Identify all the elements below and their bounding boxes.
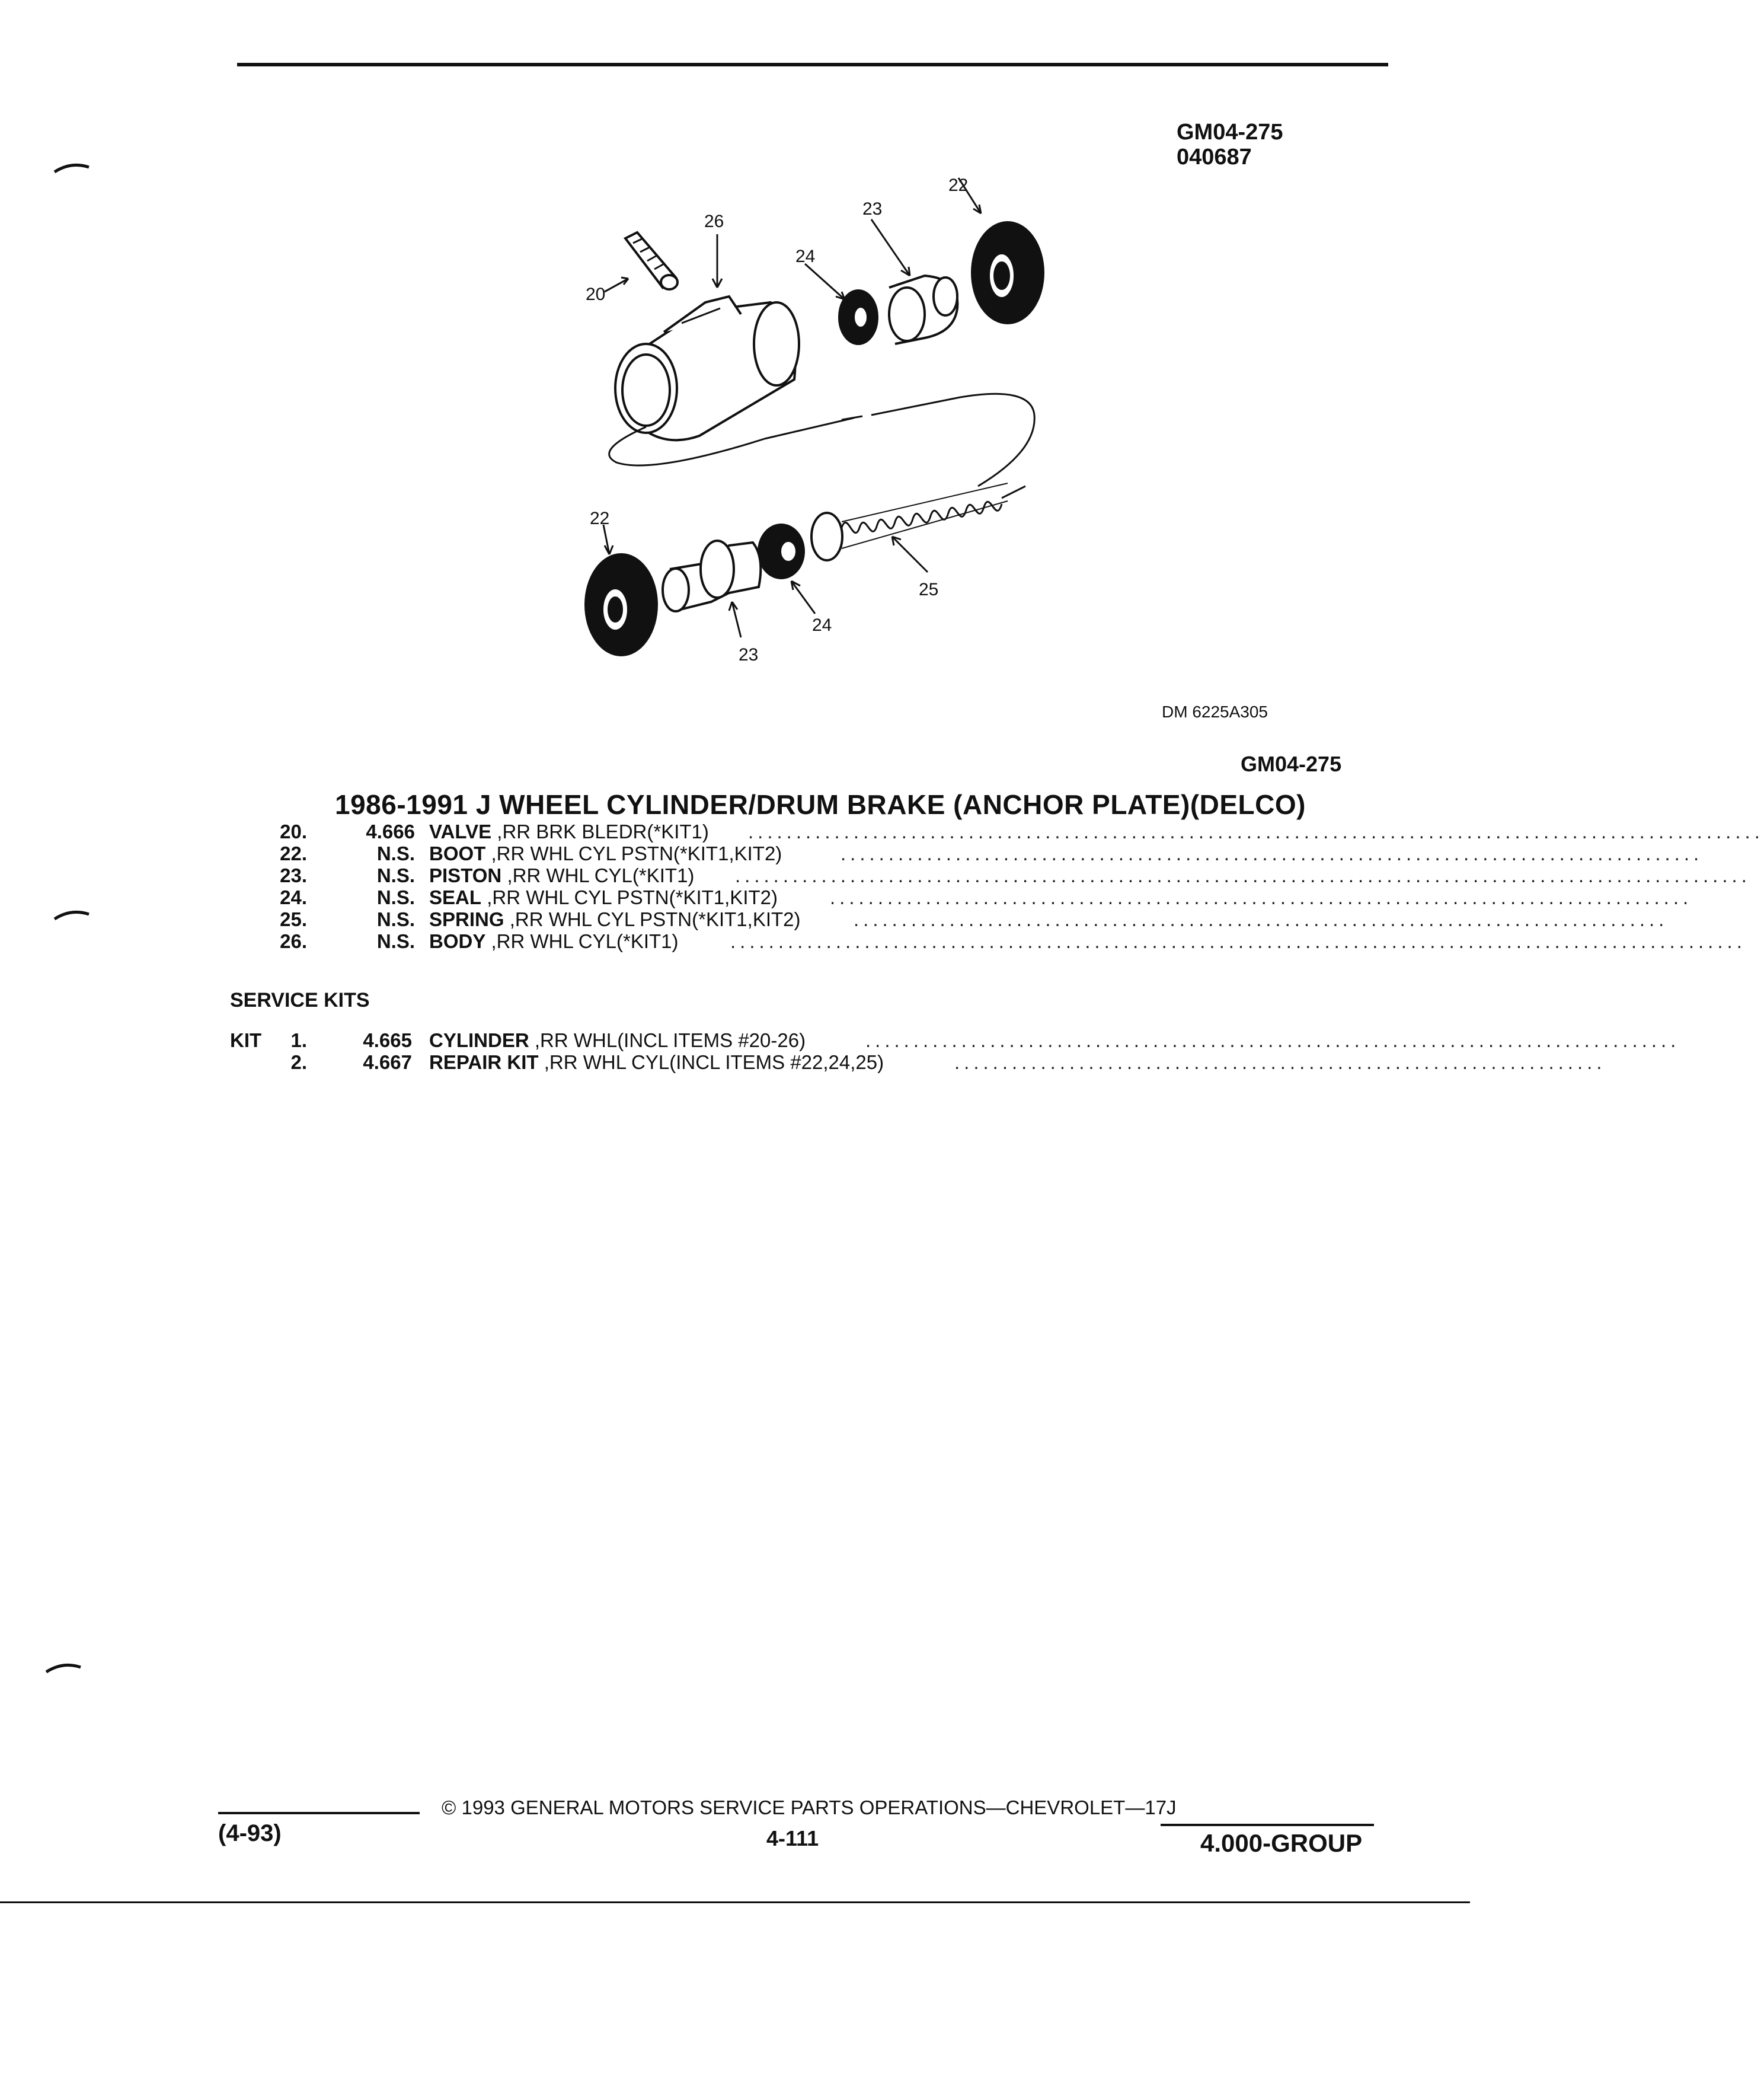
footer-rule-left [218,1812,420,1814]
part-description: SPRING ,RR WHL CYL PSTN(*KIT1,KIT2) [429,908,801,930]
part-number: N.S. [376,930,415,952]
kit-part-number: 4.665 [363,1029,412,1051]
callout-22-bottom: 22 [590,509,610,528]
boot-part-top [972,222,1043,323]
wheel-cylinder-exploded-diagram [0,0,1498,711]
piston-part-bottom [663,541,760,611]
list-item [0,820,1764,844]
list-item [0,1029,1680,1052]
part-description: BOOT ,RR WHL CYL PSTN(*KIT1,KIT2) [429,843,782,864]
bleeder-valve-part [625,232,678,289]
footer-group: 4.000-GROUP [1200,1829,1363,1857]
kit-number: 1. [290,1029,307,1051]
kit-number: 2. [290,1051,307,1073]
footer-date: (4-93) [218,1820,282,1846]
leader-dots: .......................................................................................................... [730,930,1746,952]
leader-dots: .................................................................... [954,1051,1606,1073]
figure-ref: GM04-275 [1177,120,1283,145]
leader-dots: ..................................................................................... [865,1029,1680,1051]
callout-25: 25 [919,580,939,599]
callout-26: 26 [704,212,724,231]
kit-description: CYLINDER ,RR WHL(INCL ITEMS #20-26) [429,1029,806,1051]
part-description: SEAL ,RR WHL CYL PSTN(*KIT1,KIT2) [429,886,778,908]
callout-22-top: 22 [948,175,969,195]
parts-list [0,820,1764,968]
leader-dots: .......................................................................................... [841,843,1704,864]
part-number: N.S. [376,843,415,864]
part-number: N.S. [376,908,415,930]
list-item [0,842,1704,866]
callout-24-bottom: 24 [812,615,832,635]
bottom-rule [0,1901,1470,1903]
part-description: BODY ,RR WHL CYL(*KIT1) [429,930,679,952]
piston-part-top [889,276,957,344]
drawing-code: DM 6225A305 [1162,703,1268,721]
item-number: 23. [280,864,307,886]
list-item [0,864,1751,888]
callout-23-bottom: 23 [739,645,759,665]
service-kits-list [0,1029,1680,1082]
callout-20: 20 [586,285,606,304]
part-description: PISTON ,RR WHL CYL(*KIT1) [429,864,695,886]
leader-dots: .......................................................................................................... [748,821,1764,843]
list-item [0,930,1746,953]
kit-label: KIT [230,1029,262,1051]
item-number: 26. [280,930,307,952]
spring-part [811,483,1025,560]
footer-copyright: © 1993 GENERAL MOTORS SERVICE PARTS OPERATIONS—CHEVROLET—17J [442,1796,1177,1818]
section-title: 1986-1991 J WHEEL CYLINDER/DRUM BRAKE (ANCHOR PLATE)(DELCO) [335,789,1306,820]
list-item [0,886,1693,910]
part-description: VALVE ,RR BRK BLEDR(*KIT1) [429,821,709,843]
item-number: 24. [280,886,307,908]
section-ref: GM04-275 [1241,752,1342,776]
figure-code: 040687 [1177,145,1252,170]
boot-part-bottom [586,554,657,655]
leader-dots: .......................................................................................... [830,886,1693,908]
service-kits-heading: SERVICE KITS [230,989,370,1011]
list-item [0,908,1669,931]
leader-dots: .......................................................................................................... [735,864,1751,886]
leader-dots: ..................................................................................... [854,908,1669,930]
kit-description: REPAIR KIT ,RR WHL CYL(INCL ITEMS #22,24,25) [429,1051,884,1073]
item-number: 22. [280,843,307,864]
part-number: 4.666 [366,821,415,843]
callout-24-top: 24 [795,247,816,266]
page-number: 4-111 [766,1826,819,1850]
kit-part-number: 4.667 [363,1051,412,1073]
item-number: 25. [280,908,307,930]
callout-23-top: 23 [862,199,883,219]
seal-part-bottom [759,525,804,578]
list-item [0,1051,1606,1074]
part-number: N.S. [376,864,415,886]
part-number: N.S. [376,886,415,908]
footer-rule-right [1161,1824,1374,1826]
item-number: 20. [280,821,307,843]
cylinder-body-part [615,296,799,440]
